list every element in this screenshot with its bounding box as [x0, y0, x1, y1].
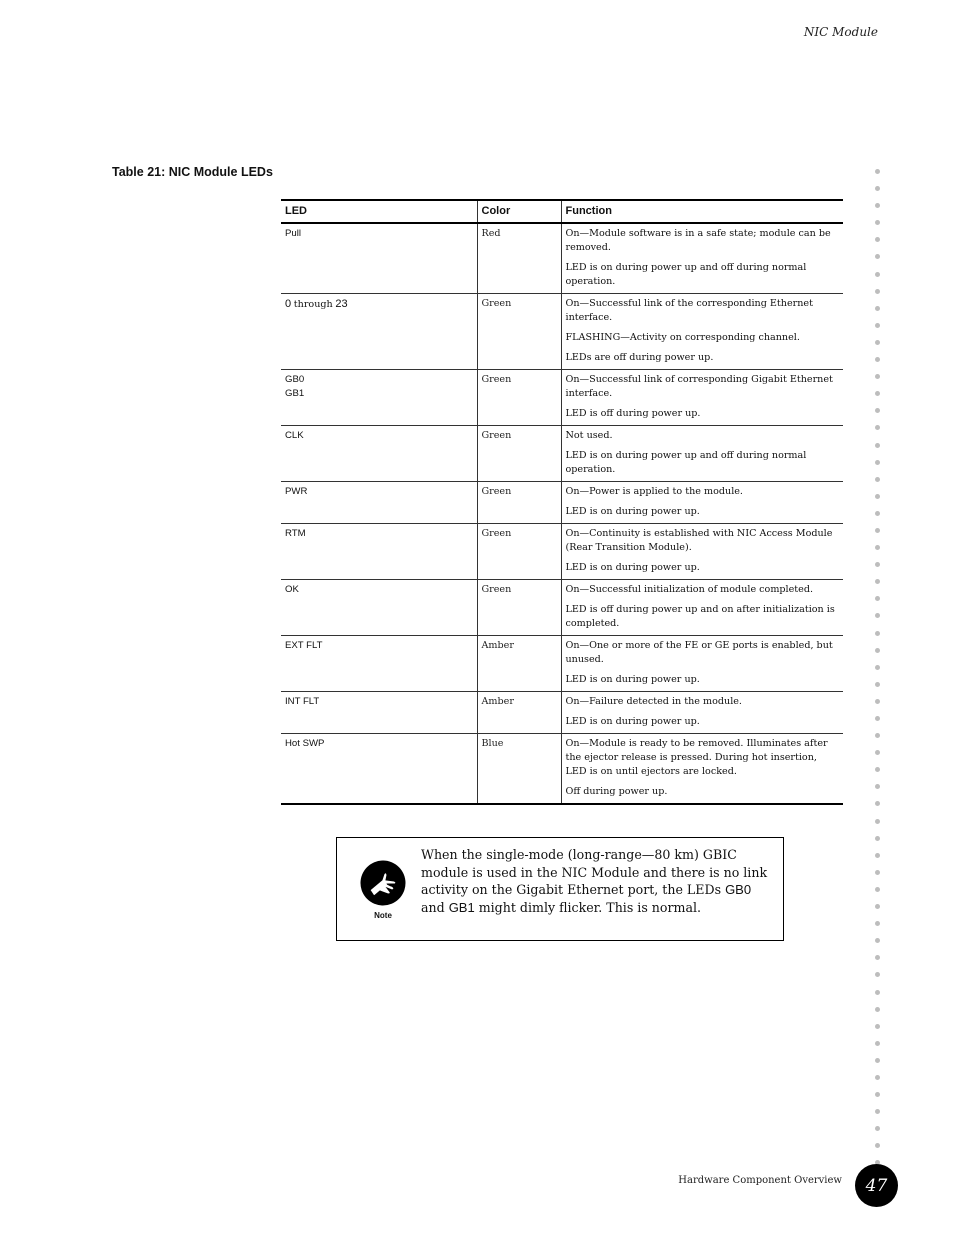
margin-dot [875, 1024, 880, 1029]
table-row [281, 482, 843, 524]
table-row [281, 524, 843, 580]
margin-dot [875, 733, 880, 738]
led-cell [281, 692, 477, 734]
color-cell: Amber [477, 692, 561, 734]
led-cell [281, 580, 477, 636]
table-row [281, 734, 843, 805]
margin-dot [875, 340, 880, 345]
function-text: LED is on during power up. [565, 716, 700, 727]
led-table [281, 199, 843, 805]
function-text: On—One or more of the FE or GE ports is enabled, but unused. [565, 640, 833, 665]
led-name: GB1 [285, 388, 305, 399]
color-cell: Green [477, 580, 561, 636]
margin-dot [875, 1092, 880, 1097]
function-cell [561, 524, 843, 580]
margin-dot [875, 254, 880, 259]
margin-dot [875, 870, 880, 875]
margin-dot [875, 1058, 880, 1063]
table-row [281, 223, 843, 294]
margin-dot [875, 1126, 880, 1131]
margin-dot [875, 699, 880, 704]
function-text: Not used. [565, 430, 613, 441]
margin-dot [875, 904, 880, 909]
margin-dot [875, 460, 880, 465]
function-text: On—Successful link of the corresponding Ethernet interface. [565, 298, 813, 323]
function-text: LED is on during power up. [565, 506, 700, 517]
margin-dot [875, 1109, 880, 1114]
color-cell: Green [477, 482, 561, 524]
function-cell [561, 636, 843, 692]
margin-dot [875, 169, 880, 174]
margin-dot [875, 579, 880, 584]
note-box [336, 837, 784, 941]
led-cell [281, 294, 477, 370]
note-icon [359, 860, 407, 922]
function-text: On—Successful initialization of module completed. [565, 584, 814, 595]
note-text-3: might dimly flicker. This is normal. [474, 899, 701, 915]
page-number: 47 [855, 1164, 898, 1207]
led-cell [281, 524, 477, 580]
margin-dot [875, 562, 880, 567]
margin-dot [875, 887, 880, 892]
function-text: On—Failure detected in the module. [565, 696, 742, 707]
margin-dot [875, 528, 880, 533]
margin-dot [875, 494, 880, 499]
color-cell: Blue [477, 734, 561, 805]
function-cell [561, 580, 843, 636]
function-text: LED is off during power up and on after initialization is completed. [565, 604, 835, 629]
led-range-through: through [293, 299, 333, 310]
led-range-end: 23 [335, 298, 348, 310]
function-cell [561, 482, 843, 524]
led-cell [281, 482, 477, 524]
margin-dot [875, 631, 880, 636]
footer-title: Hardware Component Overview [678, 1175, 842, 1186]
function-text: LEDs are off during power up. [565, 352, 714, 363]
margin-dot [875, 511, 880, 516]
margin-dot [875, 784, 880, 789]
function-text: FLASHING—Activity on corresponding channel. [565, 332, 800, 343]
led-name: OK [285, 584, 299, 595]
margin-dot [875, 220, 880, 225]
running-header: NIC Module [803, 25, 878, 39]
note-text-2: and [421, 899, 449, 915]
margin-dot [875, 1007, 880, 1012]
margin-dot [875, 357, 880, 362]
function-cell [561, 734, 843, 805]
function-text: LED is on during power up and off during normal operation. [565, 450, 807, 475]
margin-dot [875, 289, 880, 294]
function-text: LED is on during power up. [565, 674, 700, 685]
led-cell [281, 636, 477, 692]
note-code-gb1: GB1 [448, 899, 475, 915]
margin-dot [875, 938, 880, 943]
led-name: EXT FLT [285, 640, 323, 651]
function-cell [561, 426, 843, 482]
header-color: Color [477, 200, 561, 223]
led-cell [281, 426, 477, 482]
margin-dot [875, 391, 880, 396]
table-caption: Table 21: NIC Module LEDs [112, 165, 273, 179]
led-name: INT FLT [285, 696, 320, 707]
function-cell [561, 223, 843, 294]
margin-dot [875, 801, 880, 806]
led-name: RTM [285, 528, 306, 539]
function-text: LED is on during power up. [565, 562, 700, 573]
margin-dot [875, 237, 880, 242]
color-cell: Green [477, 370, 561, 426]
margin-dot [875, 1041, 880, 1046]
header-led: LED [281, 200, 477, 223]
margin-dot [875, 972, 880, 977]
function-text: On—Module is ready to be removed. Illuminates after the ejector release is pressed. During hot insertion, LED is on until ejectors are locked. [565, 738, 828, 777]
color-cell: Red [477, 223, 561, 294]
function-cell [561, 294, 843, 370]
margin-dot-rule [872, 169, 882, 1178]
margin-dot [875, 613, 880, 618]
margin-dot [875, 408, 880, 413]
function-text: Off during power up. [565, 786, 668, 797]
table-row [281, 636, 843, 692]
function-text: On—Power is applied to the module. [565, 486, 743, 497]
margin-dot [875, 682, 880, 687]
color-cell: Green [477, 294, 561, 370]
margin-dot [875, 1143, 880, 1148]
margin-dot [875, 665, 880, 670]
color-cell: Green [477, 524, 561, 580]
margin-dot [875, 477, 880, 482]
margin-dot [875, 545, 880, 550]
function-cell [561, 692, 843, 734]
margin-dot [875, 374, 880, 379]
function-text: LED is on during power up and off during normal operation. [565, 262, 807, 287]
margin-dot [875, 836, 880, 841]
note-code-gb0: GB0 [725, 882, 752, 897]
function-text: LED is off during power up. [565, 408, 701, 419]
margin-dot [875, 853, 880, 858]
margin-dot [875, 648, 880, 653]
led-range-start: 0 [285, 298, 292, 310]
led-name: PWR [285, 486, 308, 497]
table-header-row [281, 200, 843, 223]
header-function: Function [561, 200, 843, 223]
margin-dot [875, 921, 880, 926]
led-name: Hot SWP [285, 738, 325, 749]
color-cell: Green [477, 426, 561, 482]
table-row [281, 294, 843, 370]
color-cell: Amber [477, 636, 561, 692]
margin-dot [875, 425, 880, 430]
margin-dot [875, 186, 880, 191]
margin-dot [875, 1075, 880, 1080]
margin-dot [875, 819, 880, 824]
margin-dot [875, 596, 880, 601]
note-text [421, 846, 773, 916]
hand-pointer-icon [360, 860, 406, 906]
margin-dot [875, 443, 880, 448]
function-text: On—Continuity is established with NIC Access Module (Rear Transition Module). [565, 528, 833, 553]
margin-dot [875, 767, 880, 772]
margin-dot [875, 272, 880, 277]
function-cell [561, 370, 843, 426]
table-row [281, 426, 843, 482]
note-text-1: When the single-mode (long-range—80 km) GBIC module is used in the NIC Module and there is no link activity on the Gigabit Ethernet port, the LEDs [421, 847, 768, 897]
led-name: Pull [285, 228, 301, 239]
margin-dot [875, 955, 880, 960]
table-row [281, 580, 843, 636]
margin-dot [875, 306, 880, 311]
table-row [281, 370, 843, 426]
led-cell [281, 734, 477, 805]
margin-dot [875, 323, 880, 328]
led-cell [281, 223, 477, 294]
function-text: On—Module software is in a safe state; module can be removed. [565, 228, 831, 253]
margin-dot [875, 750, 880, 755]
led-name: CLK [285, 430, 304, 441]
led-cell [281, 370, 477, 426]
table-row [281, 692, 843, 734]
margin-dot [875, 203, 880, 208]
margin-dot [875, 990, 880, 995]
margin-dot [875, 716, 880, 721]
note-label: Note [374, 911, 392, 920]
function-text: On—Successful link of corresponding Gigabit Ethernet interface. [565, 374, 833, 399]
led-name: GB0 [285, 374, 305, 385]
